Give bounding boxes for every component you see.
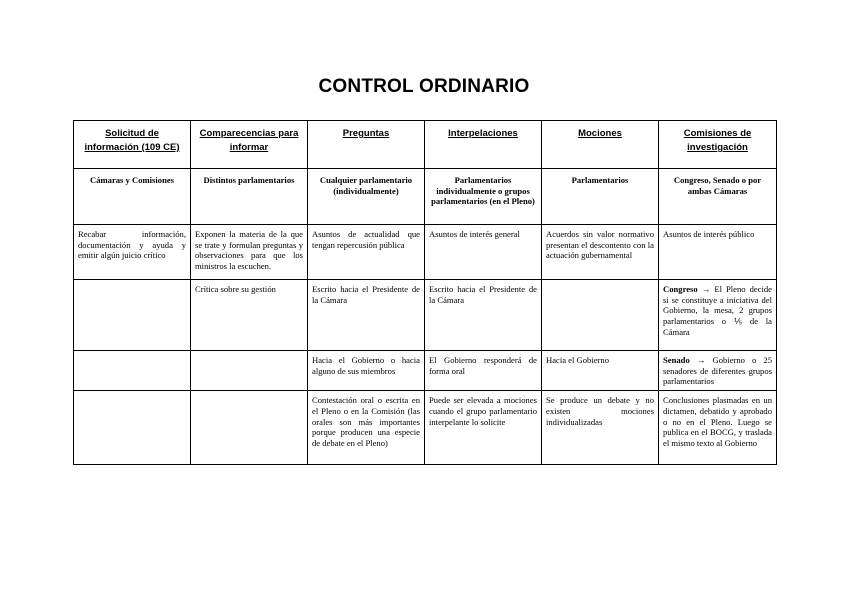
table-cell: Asuntos de interés general (425, 225, 542, 280)
table-cell: Asuntos de actualidad que tengan repercusión pública (308, 225, 425, 280)
table-row (74, 280, 777, 351)
subject-row (74, 169, 777, 225)
table-cell (191, 351, 308, 391)
column-header: Solicitud de información (109 CE) (74, 121, 191, 169)
table-row (74, 225, 777, 280)
page-title: CONTROL ORDINARIO (318, 76, 530, 97)
column-header: Comparecencias para informar (191, 121, 308, 169)
table-cell: Recabar información, documentación y ayuda y emitir algún juicio crítico (74, 225, 191, 280)
table-row (74, 351, 777, 391)
table-row (74, 391, 777, 465)
table-cell: Exponen la materia de la que se trate y formulan preguntas y observaciones para que los ministros la escuchen. (191, 225, 308, 280)
column-header: Comisiones de investigación (659, 121, 777, 169)
senado-label: Senado (663, 355, 690, 365)
table-cell (74, 280, 191, 351)
table-cell: Escrito hacia el Presidente de la Cámara (425, 280, 542, 351)
table-cell: Puede ser elevada a mociones cuando el grupo parlamentario interpelante lo solicite (425, 391, 542, 465)
column-header: Interpelaciones (425, 121, 542, 169)
table-cell: Escrito hacia el Presidente de la Cámara (308, 280, 425, 351)
subject-cell: Congreso, Senado o por ambas Cámaras (659, 169, 777, 225)
table-cell: Contestación oral o escrita en el Pleno o en la Comisión (las orales son más importantes porque producen una especie de debate en el Pleno) (308, 391, 425, 465)
subject-cell: Parlamentarios (542, 169, 659, 225)
table-cell: Senado → Gobierno o 25 senadores de diferentes grupos parlamentarios (659, 351, 777, 391)
arrow-icon: → (701, 284, 711, 294)
table-cell: Hacia el Gobierno o hacia alguno de sus miembros (308, 351, 425, 391)
control-table (73, 120, 777, 465)
header-row (74, 121, 777, 169)
table-cell: Crítica sobre su gestión (191, 280, 308, 351)
congreso-label: Congreso (663, 284, 698, 294)
table-cell (191, 391, 308, 465)
column-header: Mociones (542, 121, 659, 169)
table-cell (74, 351, 191, 391)
table-cell: Acuerdos sin valor normativo presentan el descontento con la actuación gubernamental (542, 225, 659, 280)
table-cell (74, 391, 191, 465)
arrow-icon: → (696, 355, 706, 365)
table-cell: Asuntos de interés público (659, 225, 777, 280)
subject-cell: Distintos parlamentarios (191, 169, 308, 225)
subject-cell: Cualquier parlamentario (individualmente) (308, 169, 425, 225)
table-cell: Se produce un debate y no existen mociones individualizadas (542, 391, 659, 465)
table-cell: El Gobierno responderá de forma oral (425, 351, 542, 391)
column-header: Preguntas (308, 121, 425, 169)
table-cell (542, 280, 659, 351)
table-cell: Hacia el Gobierno (542, 351, 659, 391)
subject-cell: Parlamentarios individualmente o grupos parlamentarios (en el Pleno) (425, 169, 542, 225)
subject-cell: Cámaras y Comisiones (74, 169, 191, 225)
table-cell: Congreso → El Pleno decide si se constituye a iniciativa del Gobierno, la mesa, 2 grupos parlamentarios o ⅕ de la Cámara (659, 280, 777, 351)
table-cell: Conclusiones plasmadas en un dictamen, debatido y aprobado o no en el Pleno. Luego se publica en el BOCG, y traslada el mismo texto al Gobierno (659, 391, 777, 465)
